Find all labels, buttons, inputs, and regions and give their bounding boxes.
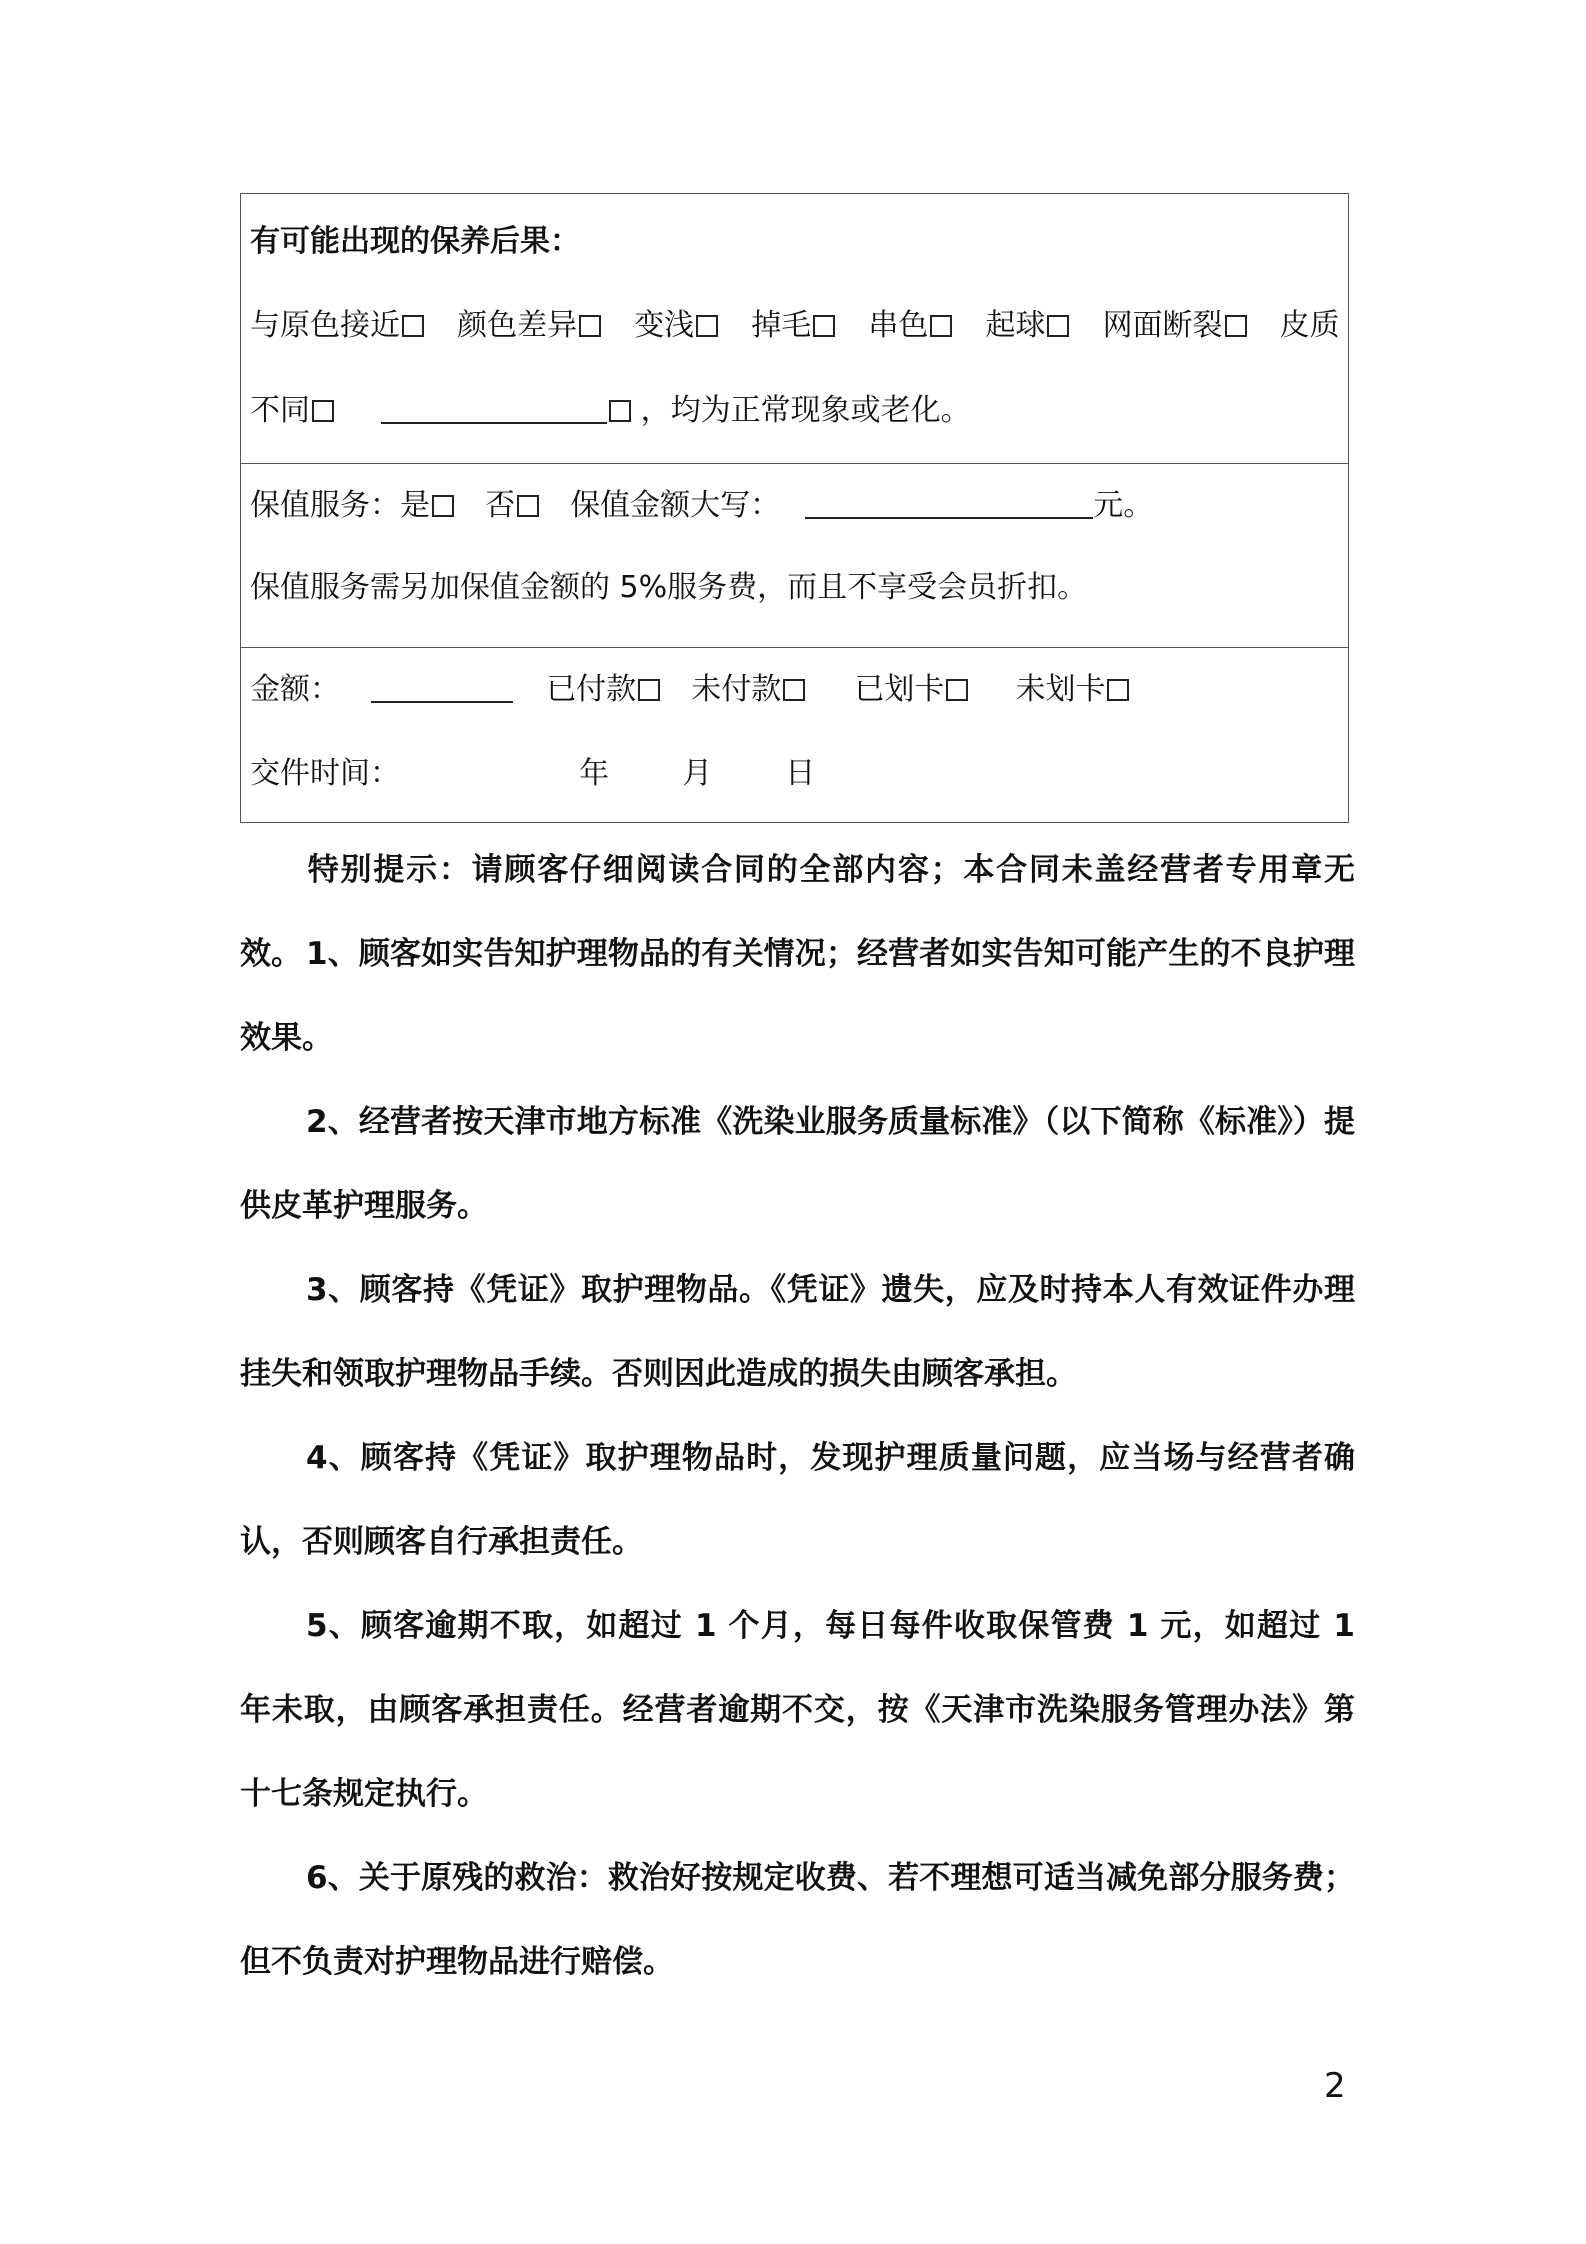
other-consequence-field[interactable] bbox=[381, 392, 607, 424]
clause-4-text: 4、顾客持《凭证》取护理物品时，发现护理质量问题，应当场与经营者确认，否则顾客自行承担责任。 bbox=[240, 1440, 1355, 1560]
clause-2-text: 2、经营者按天津市地方标准《洗染业服务质量标准》（以下简称《标准》）提供皮革护理服务。 bbox=[240, 1104, 1355, 1224]
option-color-difference-checkbox[interactable] bbox=[579, 315, 601, 337]
paid-label: 已付款 bbox=[546, 672, 637, 707]
insured-no-checkbox[interactable] bbox=[517, 495, 539, 517]
insured-no-label: 否 bbox=[485, 488, 516, 523]
insured-service-section bbox=[241, 464, 1348, 648]
clause-3 bbox=[240, 1248, 1355, 1416]
option-leather-diff-label-part2: 不同 bbox=[250, 393, 310, 428]
insured-service-note: 保值服务需另加保值金额的 5%服务费，而且不享受会员折扣。 bbox=[250, 570, 1088, 605]
option-color-difference-label: 颜色差异 bbox=[457, 308, 578, 343]
option-close-to-original-checkbox[interactable] bbox=[402, 315, 424, 337]
special-notice-text: 特别提示：请顾客仔细阅读合同的全部内容；本合同未盖经营者专用章无效。 bbox=[240, 852, 1355, 972]
option-mesh-break-checkbox[interactable] bbox=[1225, 315, 1247, 337]
payment-row bbox=[250, 670, 1129, 710]
option-color-bleed-label: 串色 bbox=[868, 308, 929, 343]
consequences-section bbox=[241, 194, 1348, 464]
consequences-options-row2 bbox=[250, 391, 971, 431]
consequences-options-row1 bbox=[250, 306, 1340, 346]
insured-amount-label: 保值金额大写： bbox=[570, 488, 781, 523]
option-shedding-checkbox[interactable] bbox=[813, 315, 835, 337]
page-number: 2 bbox=[1324, 2066, 1346, 2106]
consequences-closing-text: ，均为正常现象或老化。 bbox=[640, 393, 971, 428]
option-leather-diff-label-part1: 皮质 bbox=[1279, 308, 1340, 343]
card-uncharged-label: 未划卡 bbox=[1015, 672, 1106, 707]
delivery-day-label: 日 bbox=[785, 756, 816, 791]
clause-1-text: 1、顾客如实告知护理物品的有关情况；经营者如实告知可能产生的不良护理效果。 bbox=[240, 936, 1355, 1056]
consequences-title: 有可能出现的保养后果： bbox=[250, 224, 580, 259]
amount-field[interactable] bbox=[371, 671, 513, 703]
option-mesh-break-label: 网面断裂 bbox=[1102, 308, 1223, 343]
option-close-to-original-label: 与原色接近 bbox=[250, 308, 400, 343]
insured-amount-unit: 元。 bbox=[1093, 488, 1154, 523]
delivery-month-label: 月 bbox=[682, 756, 713, 791]
clause-5 bbox=[240, 1584, 1355, 1836]
clause-6-text: 6、关于原残的救治：救治好按规定收费、若不理想可适当减免部分服务费；但不负责对护理物品进行赔偿。 bbox=[240, 1860, 1355, 1980]
insured-yes-label: 是 bbox=[400, 488, 430, 523]
unpaid-label: 未付款 bbox=[691, 672, 782, 707]
option-shedding-label: 掉毛 bbox=[751, 308, 812, 343]
card-uncharged-checkbox[interactable] bbox=[1107, 679, 1129, 701]
paid-checkbox[interactable] bbox=[638, 679, 660, 701]
card-charged-label: 已划卡 bbox=[854, 672, 945, 707]
insured-service-row bbox=[250, 486, 1153, 526]
delivery-time-label: 交件时间： bbox=[250, 756, 400, 791]
option-pilling-checkbox[interactable] bbox=[1047, 315, 1069, 337]
delivery-time-row bbox=[250, 754, 815, 794]
insured-service-label: 保值服务： bbox=[250, 488, 400, 523]
clause-4 bbox=[240, 1416, 1355, 1584]
option-lighter-checkbox[interactable] bbox=[696, 315, 718, 337]
clause-3-text: 3、顾客持《凭证》取护理物品。《凭证》遗失，应及时持本人有效证件办理挂失和领取护理物品手续。否则因此造成的损失由顾客承担。 bbox=[240, 1272, 1355, 1392]
clause-2 bbox=[240, 1080, 1355, 1248]
insured-yes-checkbox[interactable] bbox=[432, 495, 454, 517]
other-consequence-checkbox[interactable] bbox=[609, 400, 631, 422]
card-charged-checkbox[interactable] bbox=[946, 679, 968, 701]
option-lighter-label: 变浅 bbox=[634, 308, 695, 343]
amount-label: 金额： bbox=[250, 672, 340, 707]
payment-section bbox=[241, 648, 1348, 824]
delivery-year-label: 年 bbox=[579, 756, 610, 791]
option-leather-diff-checkbox[interactable] bbox=[312, 400, 334, 422]
option-color-bleed-checkbox[interactable] bbox=[930, 315, 952, 337]
unpaid-checkbox[interactable] bbox=[783, 679, 805, 701]
clause-1 bbox=[240, 912, 1355, 1080]
option-pilling-label: 起球 bbox=[985, 308, 1046, 343]
service-form bbox=[240, 193, 1349, 823]
insured-amount-field[interactable] bbox=[805, 487, 1093, 519]
clause-5-text: 5、顾客逾期不取，如超过 1 个月，每日每件收取保管费 1 元，如超过 1 年未取，由顾客承担责任。经营者逾期不交，按《天津市洗染服务管理办法》第十七条规定执行。 bbox=[240, 1608, 1355, 1812]
clause-6 bbox=[240, 1836, 1355, 2004]
